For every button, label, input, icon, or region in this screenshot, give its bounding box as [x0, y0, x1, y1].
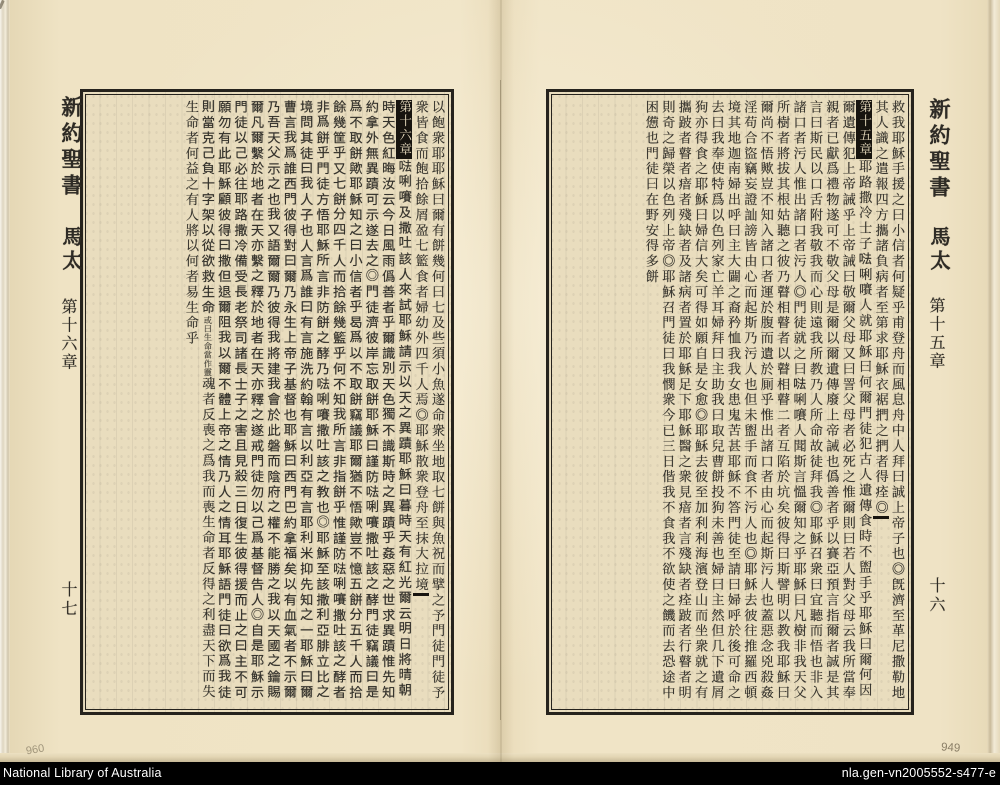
left-margin-title: 新約聖書	[59, 96, 83, 200]
viewer-footer-bar	[0, 762, 1000, 785]
right-margin-book: 馬太	[927, 226, 949, 274]
right-body-segment-2: 耶路撒冷士子𠵽唎㘔人就耶穌曰何爾門徒犯古人遺傳食時不盥手乎耶穌曰爾何因爾遺傳犯上帝誡乎上帝誡曰敬爾父母又曰詈父母者必死之惟爾則曰若人對父母云我所當奉親者已獻爲禮物遂可不敬父母是爾以爾遺傳廢上帝誡也僞善者乎以賽亞預言指爾者誠是其言曰斯民以口舌附我敬我而心則遠我所教乃人所命故徒拜我◎耶穌召衆曰宜聽而悟也非入諸口者污人惟出諸口者污人◎門徒就之曰𠵽唎㘔人聞斯言慍爾知之乎耶穌曰凡樹非我天父所樹者將拔其根姑聽之彼乃瞽相瞽者以瞽相瞽二者互陷於坑矣彼得曰斯譬明以教我耶穌曰爾尚不悟歟豈不知入諸口者運於腹而遺於厠乎惟出諸口者由心而起斯污人也蓋惡念兇殺姦淫苟合盜竊妄證訕謗皆由心而起斯乃污人也但未盥手而食不污人也◎耶穌去彼往推羅西頓境其地迦南婦出呼曰主大闢之裔矜恤我我女患鬼苦甚耶穌不答門徒至請曰婦呼於後可命之去曰我奉使特爲以色列家亡羊耳婦拜曰主助我曰取兒曹餅投狗未善也婦曰主然但几下遺屑狗亦得食之耶穌曰婦信大矣可得如願自是女愈◎耶穌去彼至加利利海濱登山而坐衆就之有攜跛者瞽者瘖者殘缺者及諸病者置於耶穌足下耶穌醫之衆見瘖者言殘缺者痊跛者行瞽者明則奇之歸榮以色列上帝◎耶穌召門徒曰我憫衆今已三日偕我不食我不欲使之饑而去恐途中困憊也門徒曰在野安得多餅	[643, 100, 873, 701]
right-page-text-frame	[546, 89, 914, 715]
right-margin-page-number: 十六	[927, 577, 944, 615]
chapter-16-heading-box: 第十六章	[396, 100, 428, 596]
right-margin-title: 新約聖書	[927, 98, 951, 202]
left-body-interlinear-note: 或曰生命當作靈	[203, 315, 213, 377]
right-body-segment-1: 救我耶穌手援之曰小信者何疑乎甫登舟而風息舟中人拜曰誠上帝子也◎旣濟至革尼撒勒地其人識之遣報四方攜諸負病者至第求耶穌衣裾捫之捫者得痊◎	[873, 100, 905, 701]
binding-gutter-shadow	[488, 0, 514, 762]
footer-catalogue-id: nla.gen-vn2005552-s477-e	[841, 766, 996, 780]
left-page-body-text	[89, 100, 445, 704]
left-page-text-frame	[80, 89, 454, 715]
left-margin-book: 馬太	[59, 226, 81, 274]
right-margin-chapter: 第十五章	[927, 297, 944, 371]
left-margin-chapter: 第十六章	[59, 298, 76, 372]
page-stack-edge-left	[0, 0, 10, 762]
left-body-segment-3: 魂者反喪之爲我而喪生命者反得之利盡天下而失生命者何益之有人將以何者易生命乎	[183, 100, 216, 700]
left-body-segment-2: 𠵽唎㘔及撒吐該人來試耶穌請示以天之異蹟耶穌曰暮時天有紅光爾云明日將晴朝時天色紅晦汝云今日風雨僞善者乎爾識別天色獨不識斯時之異蹟乎姦惡之世求異蹟惟先知約拿外無異蹟可示遂去之◎門徒濟彼岸忘取餅耶穌曰謹防𠵽唎㘔撒吐該之酵門徒竊議曰是爲不取餅歟耶穌知之曰小信者乎曷爲以不取餅竊議耶爾猶不悟歟豈不憶五餅分五千人而拾餘幾筐乎又七餅分四千人而拾餘幾籃乎何不知我所言非指餅乎惟謹防𠵽唎㘔撒吐該之酵者非爲餅乎門徒方悟耶穌所言非防餅之酵乃𠵽唎㘔撒吐該之教也◎耶穌至該撒利亞腓立比之境問其徒曰我人子也人言爲誰曰有言施洗約翰有言以利亞有言耶利米抑先知之一耶穌曰爾曹言我爲誰西門彼得對曰爾乃永生上帝子基督也耶穌曰西門巴約拿福矣以有血氣者不示爾乃吾天父示之也我又語爾爾乃彼得我將建我會於此磐而陰府之權不能勝之我以天國之鑰賜爾凡爾繫於地者在天亦繫之釋於地者在天亦釋之遂戒門徒勿以己爲基督告人◎自是耶穌示門徒以己必往耶路撒冷備受長老祭司諸長士子之害且見殺三日復生彼得援而止之曰主不可願勿有此耶穌顧彼得曰撒但退爾阻我以爾不體上帝之情乃人之情耳耶穌語門徒曰欲爲我徒則當克己負十字架以從欲救生命	[200, 100, 413, 701]
right-page-body-text	[555, 100, 905, 704]
chapter-15-heading-box: 第十五章	[856, 100, 888, 519]
left-margin-page-number: 十七	[59, 581, 76, 619]
page-stack-edge-right	[987, 0, 1000, 762]
footer-institution-label: National Library of Australia	[3, 766, 162, 780]
binding-fold-line	[500, 80, 501, 720]
left-body-segment-1: 以飽衆耶耶穌曰爾有餅幾何曰七及些須小魚遂命衆坐地取七餅與魚祝而擘之予門徒門徒予衆皆食而飽拾餘屑盈七籃食者婦幼外四千人焉◎耶穌散衆登舟至抹大拉境	[413, 100, 445, 701]
pencil-number-bottom-right: 949	[940, 741, 961, 755]
pencil-number-bottom-left: 960	[25, 742, 46, 758]
